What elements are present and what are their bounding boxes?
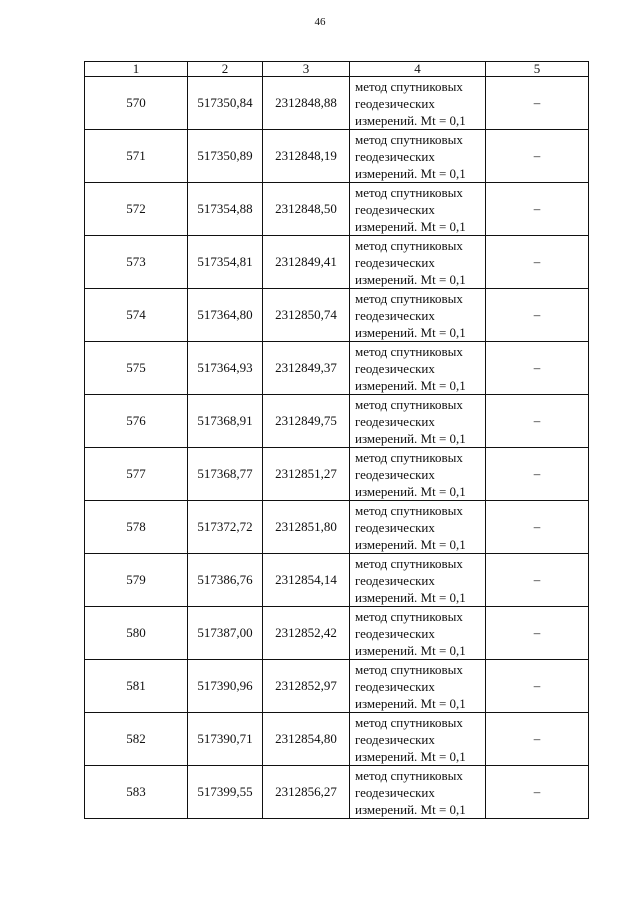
method-line-2: геодезических — [355, 519, 435, 535]
column-header-3: 3 — [263, 62, 350, 77]
point-number-cell: 572 — [85, 183, 188, 236]
method-line-1: метод спутниковых — [355, 237, 463, 253]
table-row — [85, 77, 589, 130]
point-number-cell: 570 — [85, 77, 188, 130]
x-coordinate-cell: 517354,88 — [188, 183, 263, 236]
y-coordinate-cell: 2312854,80 — [263, 713, 350, 766]
method-line-2: геодезических — [355, 201, 435, 217]
description-cell: – — [486, 501, 589, 554]
method-line-3: измерений. Mt = 0,1 — [355, 430, 466, 446]
method-line-1: метод спутниковых — [355, 131, 463, 147]
description-cell: – — [486, 236, 589, 289]
method-line-3: измерений. Mt = 0,1 — [355, 483, 466, 499]
description-cell: – — [486, 448, 589, 501]
table-row — [85, 660, 589, 713]
method-cell — [350, 183, 486, 236]
method-line-2: геодезических — [355, 678, 435, 694]
description-cell: – — [486, 395, 589, 448]
x-coordinate-cell: 517350,89 — [188, 130, 263, 183]
method-line-1: метод спутниковых — [355, 608, 463, 624]
y-coordinate-cell: 2312852,42 — [263, 607, 350, 660]
method-line-3: измерений. Mt = 0,1 — [355, 165, 466, 181]
table-row — [85, 501, 589, 554]
description-cell: – — [486, 130, 589, 183]
column-header-1: 1 — [85, 62, 188, 77]
method-line-1: метод спутниковых — [355, 343, 463, 359]
method-cell — [350, 77, 486, 130]
point-number-cell: 582 — [85, 713, 188, 766]
method-line-2: геодезических — [355, 731, 435, 747]
method-line-3: измерений. Mt = 0,1 — [355, 801, 466, 817]
method-line-1: метод спутниковых — [355, 290, 463, 306]
column-header-4: 4 — [350, 62, 486, 77]
method-cell — [350, 554, 486, 607]
method-cell — [350, 342, 486, 395]
x-coordinate-cell: 517386,76 — [188, 554, 263, 607]
method-line-3: измерений. Mt = 0,1 — [355, 642, 466, 658]
point-number-cell: 573 — [85, 236, 188, 289]
method-line-3: измерений. Mt = 0,1 — [355, 536, 466, 552]
table-row — [85, 130, 589, 183]
y-coordinate-cell: 2312854,14 — [263, 554, 350, 607]
method-line-1: метод спутниковых — [355, 555, 463, 571]
method-line-2: геодезических — [355, 254, 435, 270]
method-line-2: геодезических — [355, 360, 435, 376]
x-coordinate-cell: 517354,81 — [188, 236, 263, 289]
method-cell — [350, 660, 486, 713]
point-number-cell: 579 — [85, 554, 188, 607]
table-row — [85, 395, 589, 448]
method-line-1: метод спутниковых — [355, 396, 463, 412]
description-cell: – — [486, 660, 589, 713]
method-cell — [350, 766, 486, 819]
method-cell — [350, 130, 486, 183]
description-cell: – — [486, 77, 589, 130]
description-cell: – — [486, 342, 589, 395]
point-number-cell: 583 — [85, 766, 188, 819]
description-cell: – — [486, 713, 589, 766]
x-coordinate-cell: 517350,84 — [188, 77, 263, 130]
x-coordinate-cell: 517368,91 — [188, 395, 263, 448]
y-coordinate-cell: 2312849,75 — [263, 395, 350, 448]
description-cell: – — [486, 766, 589, 819]
point-number-cell: 575 — [85, 342, 188, 395]
table-row — [85, 766, 589, 819]
table-body — [85, 77, 589, 819]
x-coordinate-cell: 517390,71 — [188, 713, 263, 766]
method-cell — [350, 501, 486, 554]
point-number-cell: 576 — [85, 395, 188, 448]
method-line-1: метод спутниковых — [355, 184, 463, 200]
table-row — [85, 448, 589, 501]
method-line-2: геодезических — [355, 95, 435, 111]
page-number: 46 — [314, 16, 326, 28]
method-line-3: измерений. Mt = 0,1 — [355, 324, 466, 340]
method-line-2: геодезических — [355, 572, 435, 588]
method-line-3: измерений. Mt = 0,1 — [355, 589, 466, 605]
method-line-2: геодезических — [355, 784, 435, 800]
y-coordinate-cell: 2312849,37 — [263, 342, 350, 395]
point-number-cell: 577 — [85, 448, 188, 501]
method-line-1: метод спутниковых — [355, 714, 463, 730]
point-number-cell: 580 — [85, 607, 188, 660]
x-coordinate-cell: 517387,00 — [188, 607, 263, 660]
y-coordinate-cell: 2312851,27 — [263, 448, 350, 501]
y-coordinate-cell: 2312852,97 — [263, 660, 350, 713]
method-line-2: геодезических — [355, 148, 435, 164]
method-line-3: измерений. Mt = 0,1 — [355, 112, 466, 128]
method-line-3: измерений. Mt = 0,1 — [355, 377, 466, 393]
table-row — [85, 342, 589, 395]
method-line-1: метод спутниковых — [355, 767, 463, 783]
point-number-cell: 571 — [85, 130, 188, 183]
description-cell: – — [486, 607, 589, 660]
y-coordinate-cell: 2312856,27 — [263, 766, 350, 819]
method-line-2: геодезических — [355, 307, 435, 323]
description-cell: – — [486, 183, 589, 236]
column-header-5: 5 — [486, 62, 589, 77]
method-line-1: метод спутниковых — [355, 449, 463, 465]
y-coordinate-cell: 2312848,88 — [263, 77, 350, 130]
method-cell — [350, 395, 486, 448]
x-coordinate-cell: 517372,72 — [188, 501, 263, 554]
method-line-3: измерений. Mt = 0,1 — [355, 695, 466, 711]
description-cell: – — [486, 554, 589, 607]
x-coordinate-cell: 517390,96 — [188, 660, 263, 713]
y-coordinate-cell: 2312848,19 — [263, 130, 350, 183]
x-coordinate-cell: 517399,55 — [188, 766, 263, 819]
table-row — [85, 236, 589, 289]
y-coordinate-cell: 2312848,50 — [263, 183, 350, 236]
table-row — [85, 713, 589, 766]
table-row — [85, 554, 589, 607]
y-coordinate-cell: 2312849,41 — [263, 236, 350, 289]
x-coordinate-cell: 517368,77 — [188, 448, 263, 501]
x-coordinate-cell: 517364,93 — [188, 342, 263, 395]
description-cell: – — [486, 289, 589, 342]
method-line-1: метод спутниковых — [355, 502, 463, 518]
method-line-3: измерений. Mt = 0,1 — [355, 748, 466, 764]
table-row — [85, 289, 589, 342]
column-header-2: 2 — [188, 62, 263, 77]
method-line-2: геодезических — [355, 413, 435, 429]
method-cell — [350, 289, 486, 342]
method-line-1: метод спутниковых — [355, 78, 463, 94]
method-cell — [350, 607, 486, 660]
method-cell — [350, 713, 486, 766]
y-coordinate-cell: 2312850,74 — [263, 289, 350, 342]
method-line-2: геодезических — [355, 625, 435, 641]
table-row — [85, 183, 589, 236]
point-number-cell: 578 — [85, 501, 188, 554]
coordinates-table — [84, 61, 589, 819]
point-number-cell: 581 — [85, 660, 188, 713]
method-line-3: измерений. Mt = 0,1 — [355, 218, 466, 234]
method-cell — [350, 236, 486, 289]
y-coordinate-cell: 2312851,80 — [263, 501, 350, 554]
method-line-1: метод спутниковых — [355, 661, 463, 677]
method-line-3: измерений. Mt = 0,1 — [355, 271, 466, 287]
x-coordinate-cell: 517364,80 — [188, 289, 263, 342]
method-line-2: геодезических — [355, 466, 435, 482]
point-number-cell: 574 — [85, 289, 188, 342]
method-cell — [350, 448, 486, 501]
table-header-row — [85, 62, 589, 77]
table-row — [85, 607, 589, 660]
